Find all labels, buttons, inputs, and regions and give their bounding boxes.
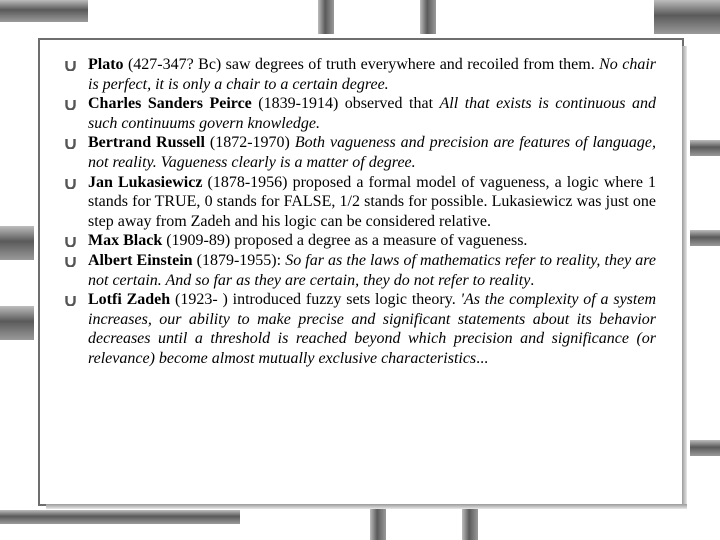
u-shaped-bullet-icon (65, 99, 76, 110)
right-edge-bar (690, 140, 720, 156)
list-item (62, 94, 656, 133)
u-shaped-bullet-icon (65, 256, 76, 267)
item-quote: 'As the complexity of a system increases, our ability to make precise and significant statements about its behavior decreases until a threshold is reached beyond which precision and significance (or relevance) become almost mutually exclusive characteristics (88, 291, 657, 367)
person-name: Charles Sanders Peirce (88, 95, 252, 113)
frame-shadow (682, 46, 687, 506)
bullet-list (62, 55, 656, 369)
item-text: (1872-1970) (204, 134, 295, 152)
top-right-bar (654, 0, 720, 34)
right-edge-bar (690, 440, 720, 456)
bottom-left-bar (0, 510, 240, 524)
top-right-bar (420, 0, 436, 34)
left-edge-bar (0, 226, 34, 260)
list-item (62, 173, 656, 232)
left-edge-bar (0, 306, 34, 340)
u-shaped-bullet-icon (65, 236, 76, 247)
item-quote: So far as the laws of mathematics refer to reality, they are not certain. And so far as they are certain, they do not refer to reality (88, 251, 657, 289)
item-text: (1909-89) proposed a degree as a measure of vagueness. (162, 232, 528, 250)
person-name: Max Black (88, 232, 163, 250)
u-shaped-bullet-icon (65, 138, 76, 149)
bottom-bar (370, 508, 386, 540)
list-item (62, 231, 656, 251)
list-item (62, 55, 656, 94)
right-edge-bar (690, 230, 720, 246)
person-name: Plato (88, 56, 124, 73)
item-quote: All that exists is continuous and such continuums govern knowledge. (88, 95, 657, 132)
item-text: (1879-1955): (192, 251, 286, 269)
top-right-bar (318, 0, 334, 34)
item-tail: ... (476, 349, 489, 367)
person-name: Jan Lukasiewicz (88, 173, 203, 191)
item-text: (1839-1914) observed that (251, 95, 440, 113)
u-shaped-bullet-icon (65, 60, 76, 71)
list-item (62, 251, 656, 290)
u-shaped-bullet-icon (65, 178, 76, 189)
list-item (62, 133, 656, 172)
person-name: Bertrand Russell (88, 134, 205, 152)
item-text: (1923- ) introduced fuzzy sets logic theory. (170, 291, 461, 309)
item-quote: No chair is perfect, it is only a chair to a certain degree. (88, 56, 656, 93)
bottom-bar (462, 508, 478, 540)
frame-shadow (46, 504, 687, 509)
list-item (62, 290, 656, 368)
person-name: Lotfi Zadeh (88, 291, 171, 309)
item-tail: . (530, 271, 535, 289)
item-text: (427-347? Bc) saw degrees of truth everywhere and recoiled from them. (123, 56, 600, 73)
u-shaped-bullet-icon (65, 295, 76, 306)
person-name: Albert Einstein (88, 251, 193, 269)
item-text: (1878-1956) proposed a formal model of vagueness, a logic where 1 stands for TRUE, 0 stands for FALSE, 1/2 stands for possible. Lukasiewicz was just one step away from Zadeh and his logic can be considered relative. (88, 173, 657, 230)
top-left-bar (0, 0, 88, 22)
item-quote: Both vagueness and precision are features of language, not reality. Vagueness clearly is a matter of degree. (88, 134, 657, 171)
